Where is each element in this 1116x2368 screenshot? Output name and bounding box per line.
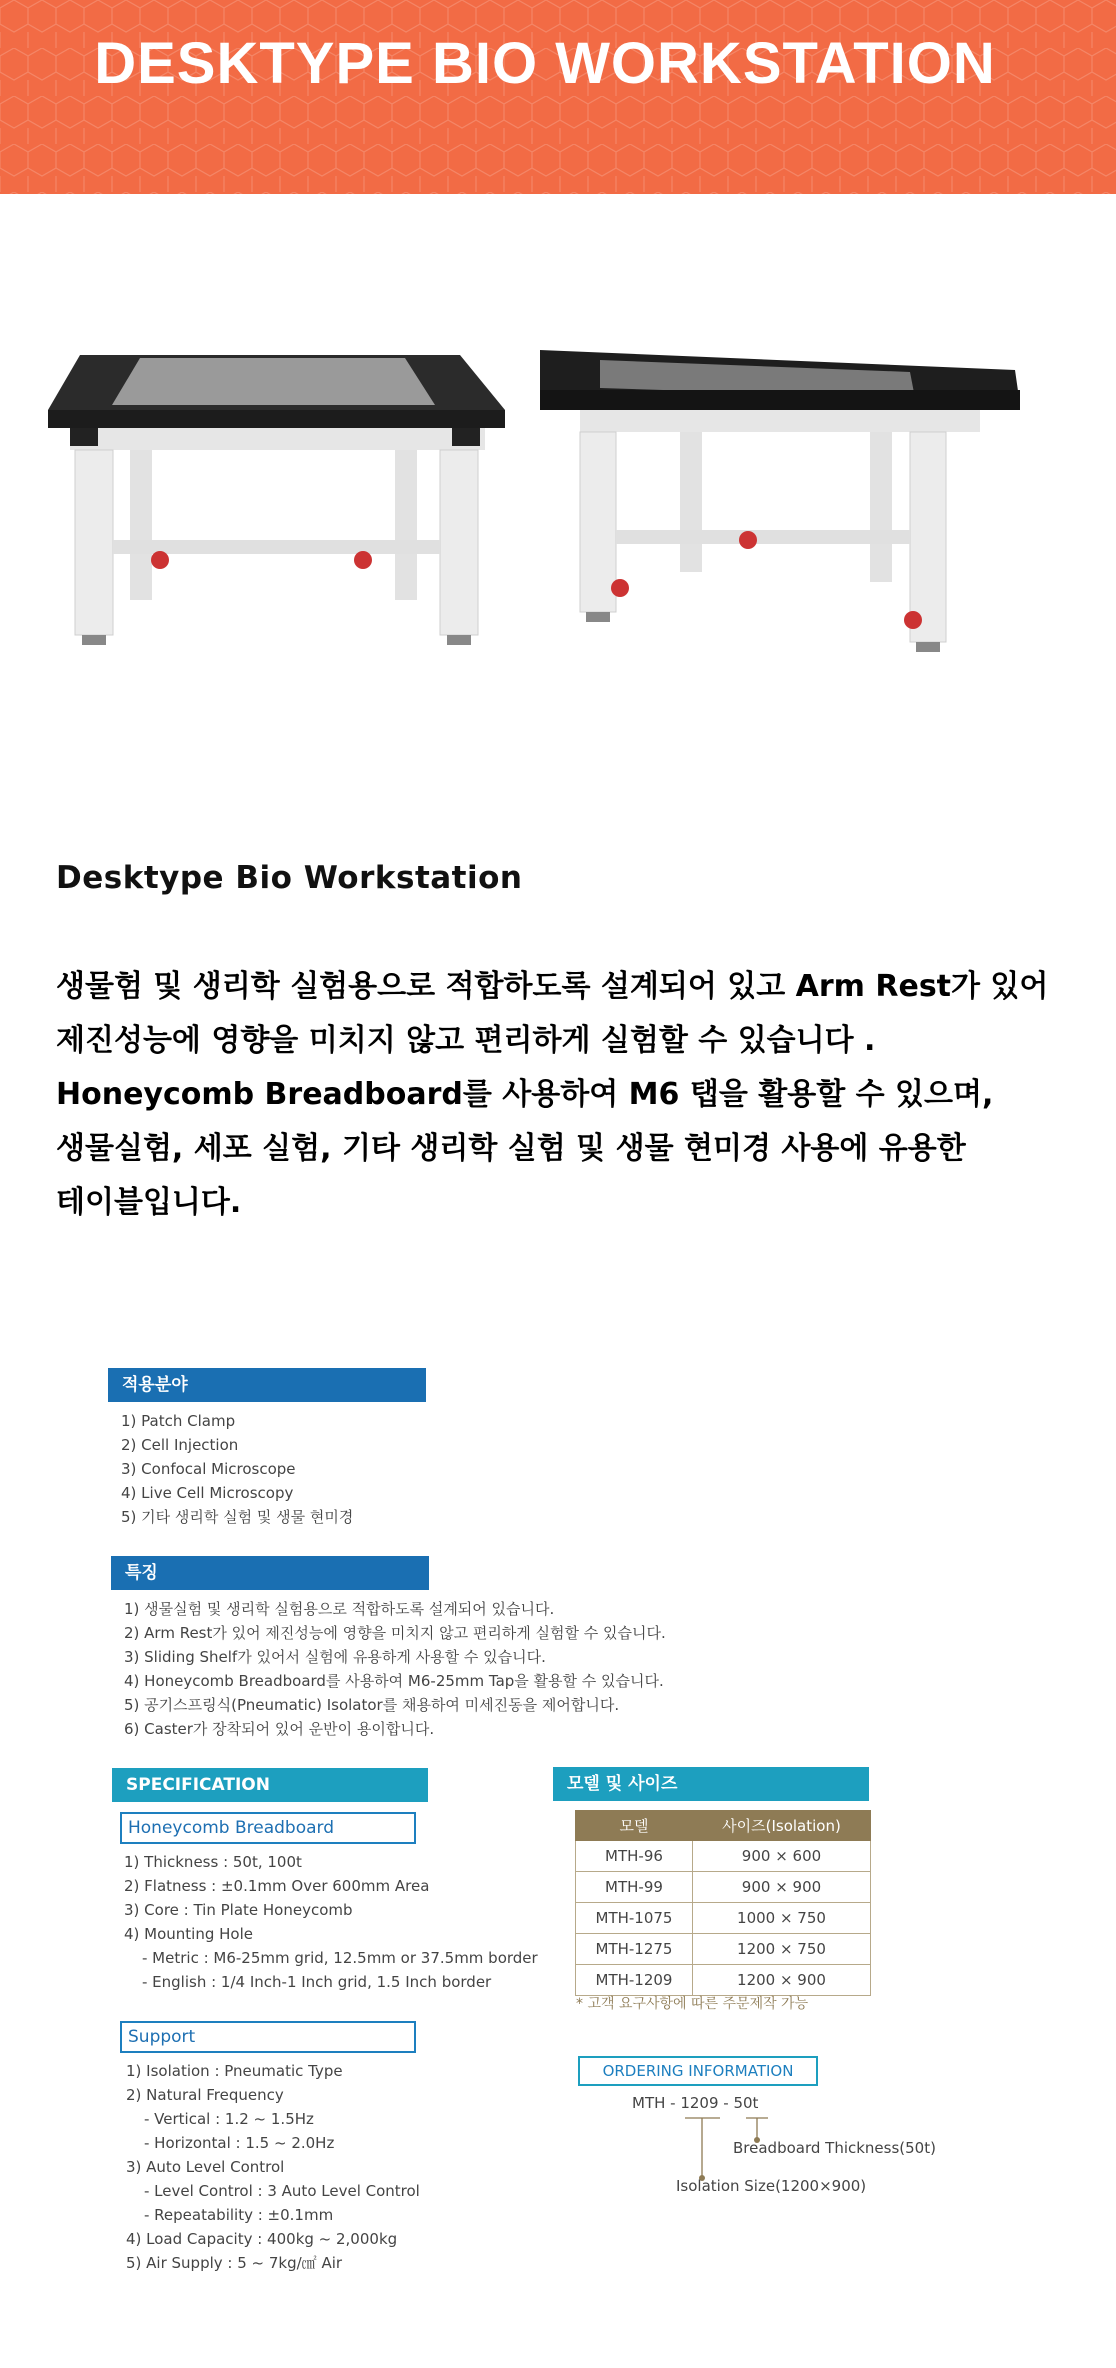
list-item: 3) Sliding Shelf가 있어서 실험에 유용하게 사용할 수 있습니다. <box>124 1648 546 1666</box>
list-item: 6) Caster가 장착되어 있어 운반이 용이합니다. <box>124 1720 435 1738</box>
model-size-table <box>575 1810 871 1996</box>
list-item: 3) Confocal Microscope <box>121 1460 296 1478</box>
specification-header: SPECIFICATION <box>112 1768 428 1802</box>
model-cell: MTH-1075 <box>576 1903 693 1934</box>
list-item: 1) 생물실험 및 생리학 실험용으로 적합하도록 설계되어 있습니다. <box>124 1600 555 1618</box>
support-label: Support <box>120 2021 416 2053</box>
ordering-size-label: Isolation Size(1200×900) <box>676 2177 867 2195</box>
intro-line: 생물실험, 세포 실험, 기타 생리학 실험 및 생물 현미경 사용에 유용한 <box>56 1131 966 1166</box>
header-banner <box>0 0 1116 194</box>
list-item: 2) Arm Rest가 있어 제진성능에 영향을 미치지 않고 편리하게 실험할 수 있습니다. <box>124 1624 666 1642</box>
table-header-size: 사이즈(Isolation) <box>692 1811 870 1841</box>
ordering-code: MTH - 1209 - 50t <box>632 2094 759 2112</box>
list-item: 1) Patch Clamp <box>121 1412 236 1430</box>
list-item: 5) 기타 생리학 실험 및 생물 현미경 <box>121 1508 354 1526</box>
model-cell: MTH-99 <box>576 1872 693 1903</box>
list-item: - Vertical : 1.2 ~ 1.5Hz <box>144 2110 314 2128</box>
table-row <box>576 1965 871 1996</box>
breadboard-spec-list <box>124 1850 538 1994</box>
workstation-image-left <box>48 355 505 645</box>
list-item: 2) Cell Injection <box>121 1436 239 1454</box>
support-spec-list <box>126 2059 420 2275</box>
list-item: 2) Natural Frequency <box>126 2086 284 2104</box>
table-row <box>576 1872 871 1903</box>
list-item: 5) 공기스프링식(Pneumatic) Isolator를 채용하여 미세진동을 제어합니다. <box>124 1696 620 1714</box>
list-item: 1) Isolation : Pneumatic Type <box>126 2062 343 2080</box>
ordering-info-label: ORDERING INFORMATION <box>578 2056 818 2086</box>
intro-line: 생물험 및 생리학 실험용으로 적합하도록 설계되어 있고 Arm Rest가 있어 <box>56 969 1049 1004</box>
table-row <box>576 1841 871 1872</box>
applications-list <box>121 1409 353 1529</box>
list-item: 1) Thickness : 50t, 100t <box>124 1853 302 1871</box>
intro-line: Honeycomb Breadboard를 사용하여 M6 탭을 활용할 수 있으며, <box>56 1077 994 1112</box>
model-cell: MTH-1209 <box>576 1965 693 1996</box>
table-row <box>576 1903 871 1934</box>
list-item: - Repeatability : ±0.1mm <box>144 2206 334 2224</box>
list-item: 4) Mounting Hole <box>124 1925 253 1943</box>
workstation-image-right <box>540 350 1020 652</box>
list-item: 4) Honeycomb Breadboard를 사용하여 M6-25mm Tap을 활용할 수 있습니다. <box>124 1672 664 1690</box>
applications-header: 적용분야 <box>108 1368 426 1402</box>
intro-line: 테이블입니다. <box>56 1185 242 1220</box>
list-item: 4) Load Capacity : 400kg ~ 2,000kg <box>126 2230 398 2248</box>
intro-line: 제진성능에 영향을 미치지 않고 편리하게 실험할 수 있습니다 . <box>56 1023 876 1058</box>
model-cell: MTH-1275 <box>576 1934 693 1965</box>
table-row <box>576 1934 871 1965</box>
list-item: - English : 1/4 Inch-1 Inch grid, 1.5 Inch border <box>142 1973 492 1991</box>
breadboard-label: Honeycomb Breadboard <box>120 1812 416 1844</box>
list-item: - Horizontal : 1.5 ~ 2.0Hz <box>144 2134 335 2152</box>
list-item: 3) Auto Level Control <box>126 2158 285 2176</box>
size-cell: 900 × 600 <box>692 1841 870 1872</box>
list-item: 2) Flatness : ±0.1mm Over 600mm Area <box>124 1877 430 1895</box>
list-item: 5) Air Supply : 5 ~ 7kg/㎠ Air <box>126 2254 343 2272</box>
features-header: 특징 <box>111 1556 429 1590</box>
custom-order-note: * 고객 요구사항에 따른 주문제작 가능 <box>576 1996 809 2012</box>
list-item: 4) Live Cell Microscopy <box>121 1484 294 1502</box>
model-cell: MTH-96 <box>576 1841 693 1872</box>
product-images <box>40 330 1050 670</box>
table-header-model: 모델 <box>576 1811 693 1841</box>
ordering-thickness-label: Breadboard Thickness(50t) <box>733 2139 936 2157</box>
size-cell: 1200 × 750 <box>692 1934 870 1965</box>
intro-description <box>56 960 1056 1230</box>
list-item: 3) Core : Tin Plate Honeycomb <box>124 1901 353 1919</box>
list-item: - Metric : M6-25mm grid, 12.5mm or 37.5mm border <box>142 1949 538 1967</box>
page-title: DESKTYPE BIO WORKSTATION <box>94 31 996 96</box>
features-list <box>124 1597 666 1741</box>
size-cell: 1200 × 900 <box>692 1965 870 1996</box>
intro-title: Desktype Bio Workstation <box>56 860 523 896</box>
models-header: 모델 및 사이즈 <box>553 1767 869 1801</box>
list-item: - Level Control : 3 Auto Level Control <box>144 2182 420 2200</box>
size-cell: 1000 × 750 <box>692 1903 870 1934</box>
size-cell: 900 × 900 <box>692 1872 870 1903</box>
